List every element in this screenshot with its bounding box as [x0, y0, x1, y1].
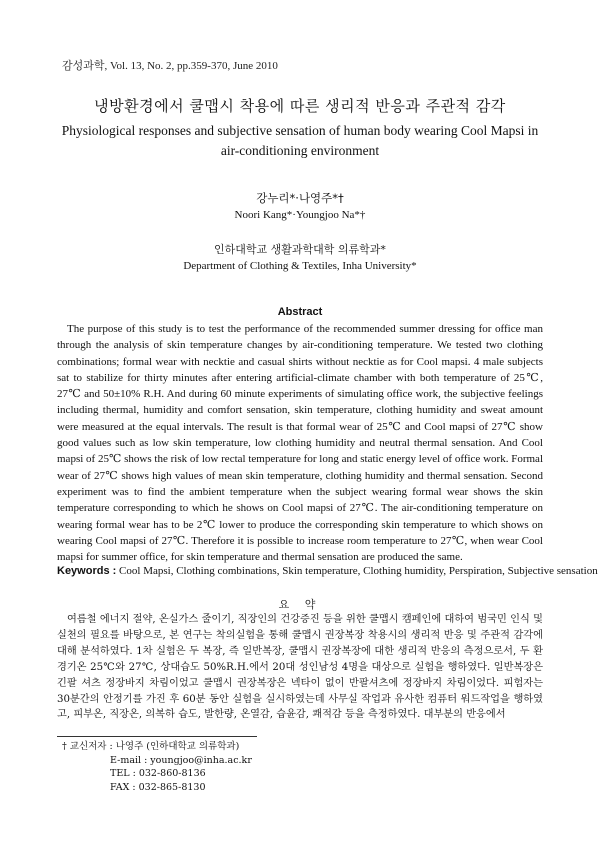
affiliation-korean: 인하대학교 생활과학대학 의류학과* [214, 243, 386, 256]
authors-english: Noori Kang*·Youngjoo Na*† [234, 209, 366, 221]
footnote [62, 740, 252, 794]
korean-summary-text: 여름철 에너지 절약, 온실가스 줄이기, 직장인의 건강증진 등을 위한 쿨맵시 캠페인에 대하여 범국민 인식 및 실천의 필요를 바탕으로, 본 연구는 착의실험을 통해 쿨맵시 권장복장 착용시의 생리적 반응 및 주관적 감각에 대해 분석하였다. 1차 실험은 두 복장, 즉 일반복장, 쿨맵시 권장복장에 대한 생리적 반응의 측정으로서, 두 환경기온 25℃와 27℃, 상대습도 50%R.H.에서 20대 성인남성 4명을 대상으로 실험을 행하였다. 일반복장은 긴팔 셔츠 정장바지 차림이었고 쿨맵시 권장복장은 넥타이 없이 반팔셔츠에 정장바지 차림이었다. 피험자는 30분간의 안정기를 가진 후 60분 동안 실험을 실시하였는데 사무실 작업과 유사한 컴퓨터 워드작업을 행하였고, 피부온, 직장온, 의복하 습도, 발한량, 온열감, 습윤감, 쾌적감 등을 측정하였다. 대부분의 반응에서 [57, 614, 543, 721]
title-korean: 냉방환경에서 쿨맵시 착용에 따른 생리적 반응과 주관적 감각 [94, 97, 506, 115]
keywords-text: Cool Mapsi, Clothing combinations, Skin temperature, Clothing humidity, Perspiration, Subjective sensation [119, 565, 598, 577]
keywords [57, 565, 598, 577]
abstract-heading: Abstract [277, 306, 323, 318]
authors-korean: 강누리*·나영주*† [256, 191, 344, 205]
footnote-fax: FAX : 032-865-8130 [110, 781, 206, 793]
footnote-corresponding-author: † 교신저자 : 나영주 (인하대학교 의류학과) [62, 741, 240, 752]
abstract-text: The purpose of this study is to test the performance of the recommended summer dressing for office man through the analysis of skin temperature changes by air-conditioning temperature. We tested two clothing combinations; formal wear with necktie and casual shirts without necktie as for Cool mapsi. 4 male subjects sat to stabilize for thirty minutes after entering artificial-climate chamber with both temperature of 25℃, 27℃ and 50±10% R.H. And during 60 minute experiments of simulating office work, the subjective feelings including thermal, humidity and comfort sensation, skin temperature, clothing humidity and sweat amount were measured at the equal intervals. The result is that formal wear of 25℃ and Cool mapsi of 27℃ show good values such as low skin temperature, low clothing humidity and neutral thermal sensation. And Cool mapsi of 25℃ shows the risk of low rectal temperature for long and static energy level of office work. Formal wear of 27℃ shows high values of mean skin temperature, clothing humidity and thermal sensation. Second experiment was to find the ambient temperature when the subject wearing formal wear shows the skin temperature corresponding to which he shows on Cool mapsi of 27℃. The air-conditioning temperature on wearing formal wear has to be 2℃ lower to produce the corresponding skin temperature to which shows on wearing Cool mapsi of 27℃. Therefore it is possible to increase room temperature to 27℃, when wear Cool mapsi for summer office, for skin temperature and thermal sensation are produced the same. [57, 323, 543, 564]
title-english: Physiological responses and subjective sensation of human body wearing Cool Mapsi in air-conditioning environment [61, 123, 539, 158]
keywords-label: Keywords : [57, 565, 117, 577]
affiliation-english: Department of Clothing & Textiles, Inha University* [183, 260, 417, 272]
footnote-rule [57, 736, 257, 737]
journal-citation: 감성과학, Vol. 13, No. 2, pp.359-370, June 2010 [62, 60, 278, 72]
korean-summary-heading: 요 약 [278, 598, 322, 611]
footnote-tel: TEL : 032-860-8136 [110, 768, 206, 779]
footnote-email: E-mail : youngjoo@inha.ac.kr [110, 754, 252, 766]
